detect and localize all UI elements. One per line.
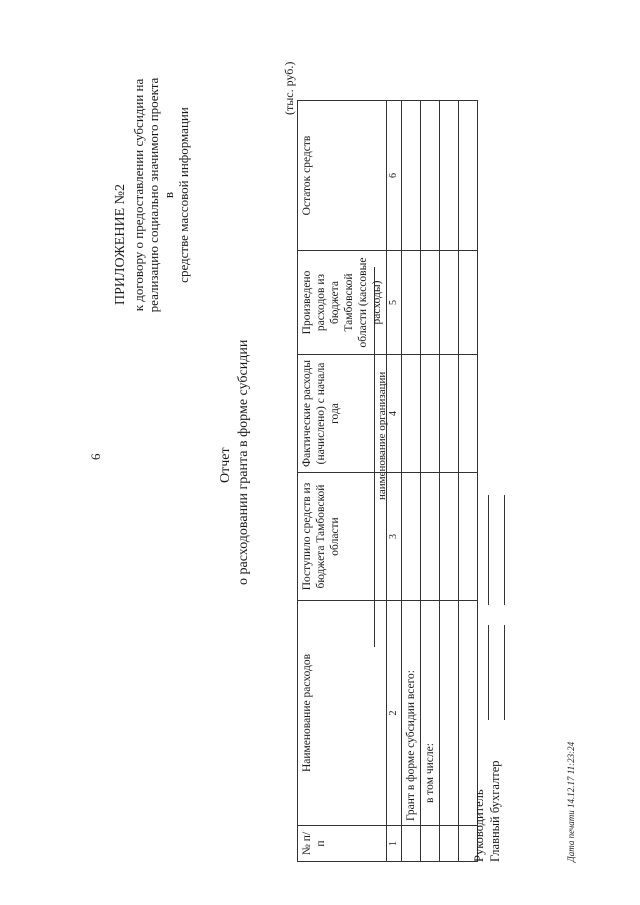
appendix-line: к договору о предоставлении субсидии на <box>131 78 146 312</box>
print-date: Дата печати 14.12.17 11:23:24 <box>566 741 576 862</box>
organization-caption: наименование организации <box>376 371 388 500</box>
head-name-line <box>488 495 489 605</box>
column-header: Фактические расходы (начислено) с начала года <box>298 355 387 473</box>
cell <box>402 251 421 355</box>
cell <box>421 473 440 601</box>
expense-name: в том числе: <box>421 601 440 826</box>
table-row <box>459 101 478 862</box>
table-row <box>440 101 459 862</box>
appendix-description <box>131 75 191 315</box>
accountant-name-line <box>504 495 505 605</box>
table-header-row <box>298 101 387 862</box>
column-number-row <box>387 101 402 862</box>
table-row <box>421 101 440 862</box>
row-number <box>440 826 459 862</box>
cell <box>421 251 440 355</box>
column-header: Наименование расходов <box>298 601 387 826</box>
appendix-line: средстве массовой информации <box>176 107 191 283</box>
expense-name: Грант в форме субсидии всего: <box>402 601 421 826</box>
cell <box>440 355 459 473</box>
report-subtitle: о расходовании гранта в форме субсидии <box>236 339 251 585</box>
cell <box>440 251 459 355</box>
cell <box>459 355 478 473</box>
cell <box>402 101 421 251</box>
appendix-line: реализацию социально значимого проекта в <box>146 77 176 313</box>
column-number: 1 <box>387 826 402 862</box>
expense-name <box>440 601 459 826</box>
page-number: 6 <box>88 453 103 460</box>
column-header: Остаток средств <box>298 101 387 251</box>
column-header: Произведено расходов из бюджета Тамбовской области (кассовые расходы) <box>298 251 387 355</box>
table-row <box>402 101 421 862</box>
cell <box>440 101 459 251</box>
column-number: 2 <box>387 601 402 826</box>
cell <box>459 251 478 355</box>
column-header: № п/п <box>298 826 387 862</box>
cell <box>402 355 421 473</box>
column-number: 6 <box>387 101 402 251</box>
cell <box>440 473 459 601</box>
cell <box>402 473 421 601</box>
column-number: 3 <box>387 473 402 601</box>
cell <box>421 355 440 473</box>
row-number <box>402 826 421 862</box>
appendix-title: ПРИЛОЖЕНИЕ №2 <box>113 184 128 305</box>
column-number: 4 <box>387 355 402 473</box>
accountant-signature-line <box>504 625 505 720</box>
units-label: (тыс. руб.) <box>282 61 296 115</box>
head-signature-label: Руководитель <box>472 789 486 862</box>
column-number: 5 <box>387 251 402 355</box>
accountant-signature-label: Главный бухгалтер <box>488 760 502 862</box>
column-header: Поступило средств из бюджета Тамбовской области <box>298 473 387 601</box>
cell <box>421 101 440 251</box>
expense-report-table <box>297 100 478 862</box>
cell <box>459 473 478 601</box>
cell <box>459 101 478 251</box>
report-title: Отчет <box>218 447 233 483</box>
row-number <box>421 826 440 862</box>
head-signature-line <box>488 625 489 720</box>
